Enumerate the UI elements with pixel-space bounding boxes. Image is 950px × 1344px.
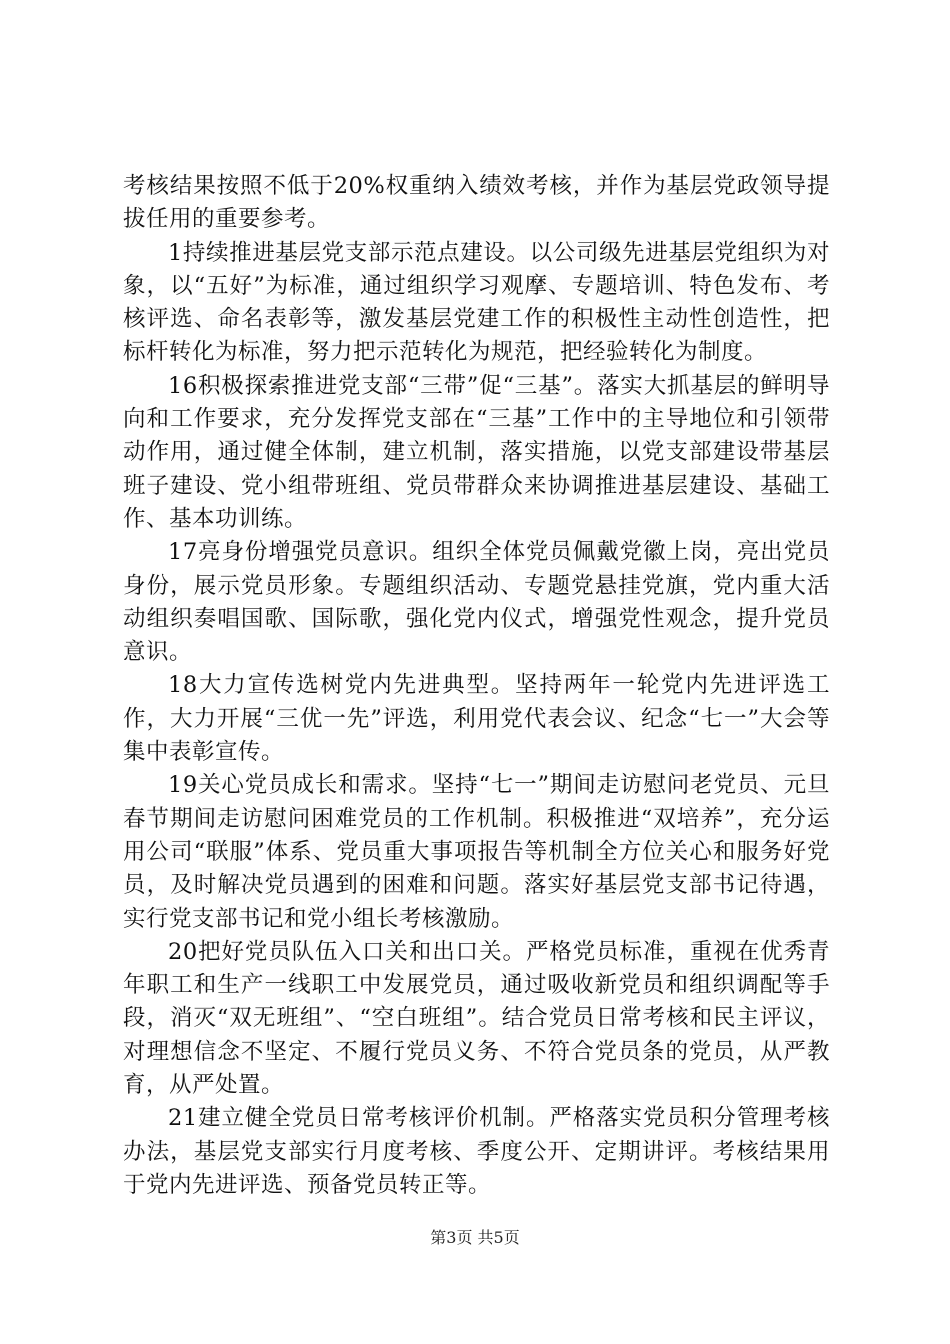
document-body: [123, 170, 830, 1202]
page-number-footer: 第3页 共5页: [430, 1228, 520, 1247]
paragraph-item-1: 1持续推进基层党支部示范点建设。以公司级先进基层党组织为对象，以“五好”为标准，通过组织学习观摩、专题培训、特色发布、考核评选、命名表彰等，激发基层党建工作的积极性主动性创造性，把标杆转化为标准，努力把示范转化为规范，把经验转化为制度。: [123, 239, 830, 366]
paragraph-item-18: 18大力宣传选树党内先进典型。坚持两年一轮党内先进评选工作，大力开展“三优一先”评选，利用党代表会议、纪念“七一”大会等集中表彰宣传。: [123, 672, 830, 766]
paragraph-item-21: 21建立健全党员日常考核评价机制。严格落实党员积分管理考核办法，基层党支部实行月度考核、季度公开、定期讲评。考核结果用于党内先进评选、预备党员转正等。: [123, 1105, 830, 1198]
paragraph-item-20: 20把好党员队伍入口关和出口关。严格党员标准，重视在优秀青年职工和生产一线职工中发展党员，通过吸收新党员和组织调配等手段，消灭“双无班组”、“空白班组”。结合党员日常考核和民主评议，对理想信念不坚定、不履行党员义务、不符合党员条的党员，从严教育，从严处置。: [123, 938, 830, 1099]
paragraph-continuation: 考核结果按照不低于20%权重纳入绩效考核，并作为基层党政领导提拔任用的重要参考。: [123, 173, 830, 233]
paragraph-item-16: 16积极探索推进党支部“三带”促“三基”。落实大抓基层的鲜明导向和工作要求，充分发挥党支部在“三基”工作中的主导地位和引领带动作用，通过健全体制，建立机制，落实措施，以党支部建设带基层班子建设、党小组带班组、党员带群众来协调推进基层建设、基础工作、基本功训练。: [123, 372, 830, 532]
paragraph-item-17: 17亮身份增强党员意识。组织全体党员佩戴党徽上岗，亮出党员身份，展示党员形象。专题组织活动、专题党悬挂党旗，党内重大活动组织奏唱国歌、国际歌，强化党内仪式，增强党性观念，提升党员意识。: [123, 539, 830, 666]
paragraph-item-19: 19关心党员成长和需求。坚持“七一”期间走访慰问老党员、元旦春节期间走访慰问困难党员的工作机制。积极推进“双培养”，充分运用公司“联服”体系、党员重大事项报告等机制全方位关心和服务好党员，及时解决党员遇到的困难和问题。落实好基层党支部书记待遇，实行党支部书记和党小组长考核激励。: [123, 772, 830, 932]
